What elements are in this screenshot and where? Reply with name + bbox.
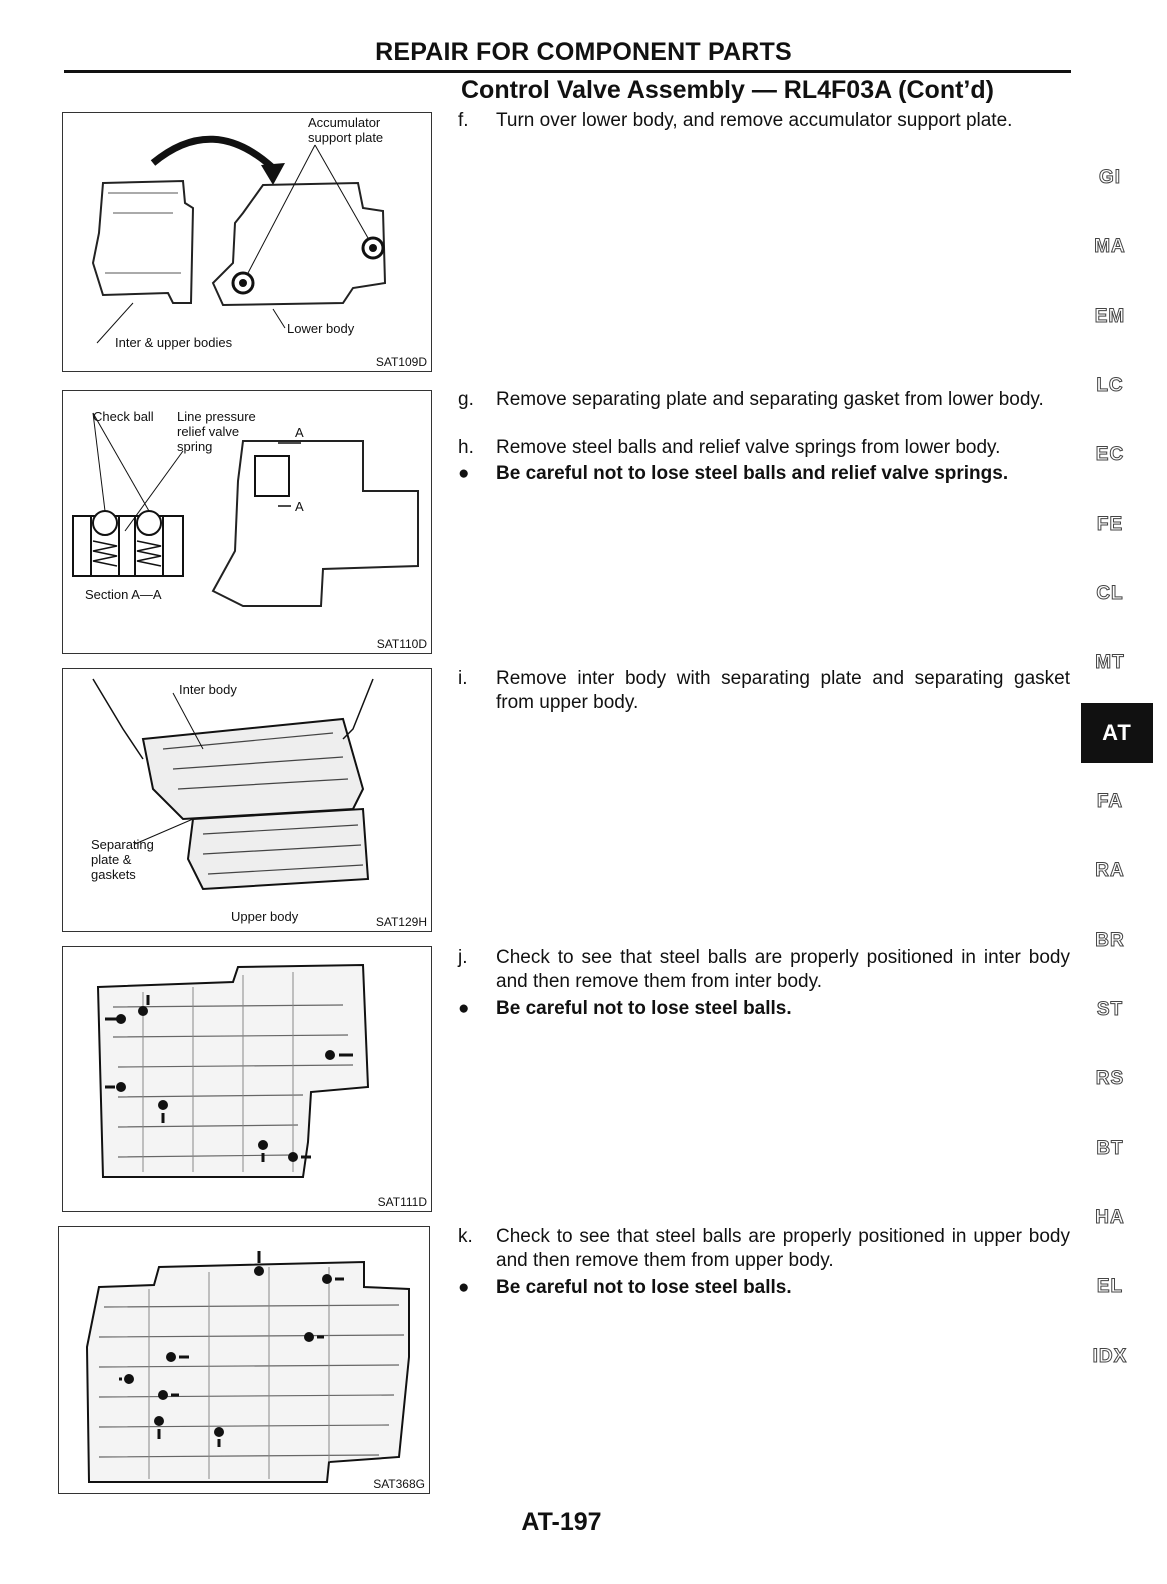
- step-text: Remove separating plate and separating gasket from lower body.: [496, 389, 1044, 410]
- figure-sat368g: [58, 1226, 430, 1494]
- section-tab-ra[interactable]: RA: [1095, 860, 1125, 881]
- figure-label: A: [295, 499, 304, 514]
- step-i: [458, 667, 1070, 715]
- step-caution: [458, 462, 1070, 486]
- section-tab-cl[interactable]: CL: [1096, 583, 1124, 604]
- bullet-icon: ●: [458, 463, 470, 484]
- figure-label: Line pressure relief valve spring: [177, 409, 256, 454]
- figure-code: SAT109D: [375, 355, 427, 369]
- section-tab-ec[interactable]: EC: [1095, 444, 1125, 465]
- step-f: [458, 109, 1070, 133]
- figure-label: A: [295, 425, 304, 440]
- figure-label: Accumulator support plate: [308, 115, 384, 145]
- step-marker: j.: [458, 947, 468, 968]
- figure-sat109d-drawing: [63, 113, 431, 371]
- figure-sat368g-drawing: [59, 1227, 429, 1493]
- step-k: [458, 1225, 1070, 1273]
- figure-code: SAT368G: [373, 1477, 425, 1491]
- section-tab-ma[interactable]: MA: [1094, 236, 1126, 257]
- step-marker: k.: [458, 1226, 473, 1247]
- figure-code: SAT129H: [375, 915, 427, 929]
- step-text: Be careful not to lose steel balls.: [496, 998, 792, 1019]
- step-text: Be careful not to lose steel balls and relief valve springs.: [496, 463, 1009, 484]
- section-tab-rs[interactable]: RS: [1095, 1068, 1125, 1089]
- step-marker: h.: [458, 437, 474, 458]
- figure-label: Check ball: [93, 409, 154, 424]
- step-marker: i.: [458, 668, 468, 689]
- step-text: Be careful not to lose steel balls.: [496, 1277, 792, 1298]
- section-tab-st[interactable]: ST: [1096, 999, 1124, 1020]
- section-tab-ha[interactable]: HA: [1095, 1207, 1125, 1228]
- figure-label: Lower body: [287, 321, 355, 336]
- section-tab-br[interactable]: BR: [1095, 930, 1125, 951]
- step-text: Check to see that steel balls are properly positioned in inter body and then remove them from inter body.: [496, 947, 1070, 992]
- figure-sat111d: [62, 946, 432, 1212]
- step-caution: [458, 1276, 1070, 1300]
- step-text: Turn over lower body, and remove accumulator support plate.: [496, 110, 1013, 131]
- section-tab-mt[interactable]: MT: [1095, 652, 1125, 673]
- figure-sat109d: [62, 112, 432, 372]
- section-tab-el[interactable]: EL: [1096, 1276, 1124, 1297]
- section-tab-fa[interactable]: FA: [1096, 791, 1124, 812]
- section-tab-fe[interactable]: FE: [1096, 514, 1124, 535]
- section-tab-at[interactable]: AT: [1081, 703, 1153, 763]
- step-h: [458, 436, 1070, 460]
- step-text: Remove steel balls and relief valve springs from lower body.: [496, 437, 1001, 458]
- figure-label: Upper body: [231, 909, 299, 924]
- step-marker: g.: [458, 389, 474, 410]
- page-number: AT-197: [521, 1508, 602, 1536]
- figure-sat110d: [62, 390, 432, 654]
- figure-label: Inter & upper bodies: [115, 335, 233, 350]
- bullet-icon: ●: [458, 998, 470, 1019]
- figure-sat129h-drawing: [63, 669, 431, 931]
- figure-sat129h: [62, 668, 432, 932]
- figure-label: Section A—A: [85, 587, 162, 602]
- section-tab-gi[interactable]: GI: [1098, 167, 1122, 188]
- step-g: [458, 388, 1070, 412]
- figure-label: Separating plate & gaskets: [91, 837, 154, 882]
- section-tab-em[interactable]: EM: [1094, 306, 1126, 327]
- figure-sat111d-drawing: [63, 947, 431, 1211]
- header-rule: [64, 70, 1071, 73]
- section-tab-idx[interactable]: IDX: [1092, 1346, 1128, 1367]
- step-marker: f.: [458, 110, 469, 131]
- step-text: Check to see that steel balls are properly positioned in upper body and then remove them from upper body.: [496, 1226, 1070, 1271]
- step-j: [458, 946, 1070, 994]
- bullet-icon: ●: [458, 1277, 470, 1298]
- step-text: Remove inter body with separating plate and separating gasket from upper body.: [496, 668, 1070, 713]
- section-tab-lc[interactable]: LC: [1096, 375, 1124, 396]
- figure-label: Inter body: [179, 682, 237, 697]
- section-header: REPAIR FOR COMPONENT PARTS: [375, 38, 792, 66]
- section-tab-bt[interactable]: BT: [1096, 1138, 1124, 1159]
- step-caution: [458, 997, 1070, 1021]
- figure-code: SAT111D: [377, 1195, 427, 1209]
- page-subtitle: Control Valve Assembly — RL4F03A (Cont’d): [461, 76, 994, 104]
- figure-code: SAT110D: [376, 637, 427, 651]
